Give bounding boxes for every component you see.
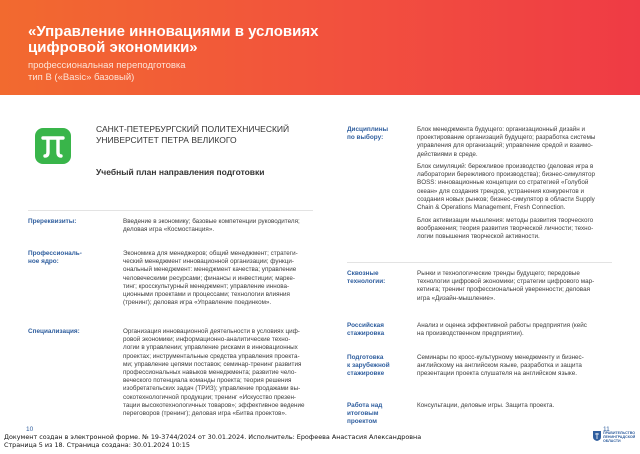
text-line: тации высокотехнологичных товаров»; эффективное ведение xyxy=(123,401,305,409)
label-line: Дисциплины xyxy=(347,126,389,133)
text-line: деловая игра «Космостанция». xyxy=(123,226,215,234)
text-line: ческий менеджмент инновационной организации; функци- xyxy=(123,258,294,266)
prerequisites-text xyxy=(123,218,300,234)
text-line: на производственном предприятии). xyxy=(417,330,524,338)
text-line: Введение в экономику; базовые компетенции руководителя; xyxy=(123,218,300,225)
page-number-left: 10 xyxy=(26,426,34,433)
regional-government-label xyxy=(603,431,635,443)
text-line: Блок менеджмента будущего: организационный дизайн и xyxy=(417,126,586,133)
text-line: BOSS: инновационные концепции со стратегией «Голубой xyxy=(417,179,589,187)
text-line: ми; управление цепями поставок; семинар-тренинг развития xyxy=(123,360,302,368)
russian-internship-label xyxy=(347,322,384,338)
label-line: Подготовка xyxy=(347,354,384,361)
text-line: проектах; инструментальные средства управления проекта- xyxy=(123,352,300,360)
electives-future-management-block xyxy=(417,126,595,159)
core-label xyxy=(28,250,82,266)
page-number-right: 11 xyxy=(603,426,610,433)
electives-label xyxy=(347,126,388,142)
specialization-label xyxy=(28,328,80,336)
text-line: изобретательских задач (ТРИЗ); управление продажами вы- xyxy=(123,385,301,393)
label-line: Пререквизиты: xyxy=(28,218,77,225)
core-text xyxy=(123,250,298,307)
text-line: Рынки и технологические тренды будущего; передовые xyxy=(417,270,580,277)
text-line: воображения; теория развития творческой личности; техно- xyxy=(417,225,594,233)
text-line: (тренинг); деловая игра «Управление поединком». xyxy=(123,299,272,307)
text-line: Консультации, деловые игры. Защита проекта. xyxy=(417,402,555,409)
text-line: Блок активизации мышления: методы развития творческого xyxy=(417,217,594,224)
label-line: стажировке xyxy=(347,370,385,377)
text-line: ровой экономики; информационно-аналитические техно- xyxy=(123,336,291,344)
label-line: ное ядро: xyxy=(28,258,59,265)
label-line: Сквозные xyxy=(347,270,379,277)
text-line: кетинга; тренинг профессиональной уверенности; деловая xyxy=(417,286,590,294)
text-line: технологии цифровой экономики; стратегии цифрового мар- xyxy=(417,278,595,286)
curriculum-title: Учебный план направления подготовки xyxy=(96,167,265,177)
program-title xyxy=(28,24,358,56)
emblem-text-line: ОБЛАСТИ xyxy=(603,439,621,443)
text-line: управления для организаций; управление средой и взаимо- xyxy=(417,142,593,150)
foreign-internship-prep-label xyxy=(347,354,390,378)
text-line: океан» для создания трендов, устранения конкурентов и xyxy=(417,187,585,195)
text-line: Организация инновационной деятельности в условиях циф- xyxy=(123,328,300,335)
footer-document-info: Документ создан в электронной форме. № 19-3744/2024 от 30.01.2024. Исполнитель: Ерофеева Анастасия Александровна xyxy=(4,433,422,441)
program-subtitle xyxy=(28,60,186,84)
text-line: презентации проекта слушателя на английском языке. xyxy=(417,370,577,378)
russian-internship-text xyxy=(417,322,587,338)
label-line: Профессиональ- xyxy=(28,250,82,257)
prerequisites-label xyxy=(28,218,76,226)
cross-cutting-tech-label xyxy=(347,270,385,286)
text-line: создания новых рынков; бизнес-симулятор в области Supply xyxy=(417,195,595,203)
text-line: Chain & Operations Management, Fresh Connection. xyxy=(417,204,566,212)
emblem-text-line: ЛЕНИНГРАДСКОЙ xyxy=(603,435,636,439)
electives-thinking-block xyxy=(417,217,593,242)
specialization-text xyxy=(123,328,305,418)
document-footer xyxy=(4,433,421,449)
regional-emblem-icon xyxy=(593,431,601,441)
text-line: ционными проектами и процессами; технологии влияния xyxy=(123,291,290,299)
electives-simulation-block xyxy=(417,163,595,212)
text-line: проектирование организаций будущего; разработка системы xyxy=(417,134,596,142)
text-line: Анализ и оценка эффективной работы предприятия (кейс xyxy=(417,322,587,329)
text-line: человеческими ресурсами; финансы и инвестиции; марке- xyxy=(123,274,295,282)
label-line: Российская xyxy=(347,322,384,329)
program-level-line: тип В («Basic» базовый) xyxy=(28,72,135,83)
text-line: игра «Дизайн-мышление». xyxy=(417,294,496,302)
university-name-line-1: САНКТ-ПЕТЕРБУРГСКИЙ ПОЛИТЕХНИЧЕСКИЙ xyxy=(96,124,290,134)
emblem-text-line: ПРАВИТЕЛЬСТВО xyxy=(603,431,636,435)
text-line: Блок симуляций: бережливое производство (деловая игра в xyxy=(417,163,594,170)
label-line: Специализация: xyxy=(28,328,80,335)
program-type-line: профессиональная переподготовка xyxy=(28,60,186,71)
text-line: профессиональных навыков менеджмента; развитие чело- xyxy=(123,369,297,377)
university-name-line-2: УНИВЕРСИТЕТ ПЕТРА ВЕЛИКОГО xyxy=(96,135,237,145)
label-line: технологии: xyxy=(347,278,386,285)
text-line: веческого потенциала команды проекта; теория решения xyxy=(123,377,292,385)
text-line: Экономика для менеджеров; общий менеджмент; стратеги- xyxy=(123,250,298,257)
header-banner xyxy=(0,0,640,95)
label-line: стажировка xyxy=(347,330,385,337)
text-line: английскому на английском языке, разработка и защита xyxy=(417,362,582,370)
footer-page-info: Страница 5 из 18. Страница создана: 30.01.2024 10:15 xyxy=(4,441,190,449)
university-logo-icon xyxy=(35,128,71,164)
label-line: итоговым xyxy=(347,410,379,417)
text-line: ональный менеджмент: менеджмент качества; управление xyxy=(123,266,297,274)
text-line: действиями в среде. xyxy=(417,150,478,158)
label-line: Работа над xyxy=(347,402,383,409)
divider xyxy=(347,262,612,263)
divider xyxy=(28,210,313,211)
final-project-text xyxy=(417,402,554,410)
text-line: логии в управлении; управление рисками в инновационных xyxy=(123,344,298,352)
university-name xyxy=(96,124,316,146)
program-title-line-1: «Управление инновациями в условиях xyxy=(28,23,319,40)
text-line: сокотехнологичной продукции; тренинг «Искусство презен- xyxy=(123,393,297,401)
label-line: к зарубежной xyxy=(347,362,390,369)
foreign-internship-prep-text xyxy=(417,354,584,379)
label-line: проектом xyxy=(347,418,378,425)
text-line: лаборатории бережливого производства); бизнес-симулятор xyxy=(417,171,596,179)
text-line: переговоров (тренинг); деловая игра «Битва проектов». xyxy=(123,410,287,418)
text-line: Семинары по кросс-культурному менеджменту и бизнес- xyxy=(417,354,584,361)
final-project-label xyxy=(347,402,382,426)
text-line: тинг; кросскультурный менеджмент; управление иннова- xyxy=(123,282,290,290)
cross-cutting-tech-text xyxy=(417,270,594,303)
label-line: по выбору: xyxy=(347,134,384,141)
text-line: логии повышения творческой активности. xyxy=(417,233,540,241)
program-title-line-2: цифровой экономики» xyxy=(28,39,198,56)
